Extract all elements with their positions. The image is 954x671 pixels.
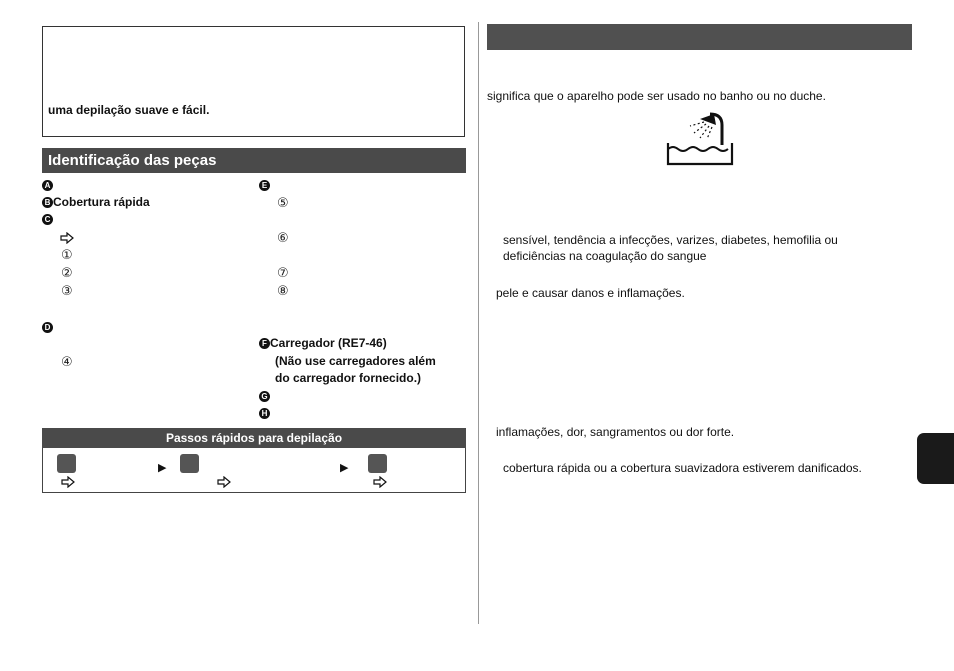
part-g-row — [259, 389, 270, 403]
label-5: ⑤ — [277, 195, 289, 210]
step-1-square — [57, 454, 76, 473]
part-f-label: Carregador (RE7-46) — [270, 336, 387, 350]
column-divider — [478, 22, 479, 624]
shower-usage-text: significa que o aparelho pode ser usado no banho ou no duche. — [487, 89, 826, 103]
badge-g: G — [259, 391, 270, 402]
label-2: ② — [61, 265, 73, 280]
part-b-label: Cobertura rápida — [53, 195, 150, 209]
part-c-row — [42, 212, 53, 226]
damage-warning-text: pele e causar danos e inflamações. — [496, 286, 685, 300]
part-f-note-1: (Não use carregadores além — [275, 354, 436, 368]
intro-box — [42, 26, 465, 137]
badge-f: F — [259, 338, 270, 349]
badge-h: H — [259, 408, 270, 419]
part-d-row — [42, 320, 53, 334]
part-f-note-2: do carregador fornecido.) — [275, 371, 422, 385]
section-title-bar: Identificação das peças — [42, 148, 466, 173]
badge-b: B — [42, 197, 53, 208]
step-3-square — [368, 454, 387, 473]
skin-warning-line-1: sensível, tendência a infecções, varizes, diabetes, hemofilia ou — [503, 233, 838, 247]
part-a-row — [42, 178, 53, 192]
step-separator-1: ▶ — [158, 462, 167, 474]
hollow-right-arrow-icon — [217, 475, 231, 493]
badge-c: C — [42, 214, 53, 225]
label-8: ⑧ — [277, 283, 289, 298]
label-4: ④ — [61, 354, 73, 369]
intro-text: uma depilação suave e fácil. — [48, 103, 210, 117]
side-tab — [917, 433, 954, 484]
badge-d: D — [42, 322, 53, 333]
hollow-right-arrow-icon — [61, 475, 75, 493]
label-1: ① — [61, 247, 73, 262]
badge-e: E — [259, 180, 270, 191]
label-7: ⑦ — [277, 265, 289, 280]
label-3: ③ — [61, 283, 73, 298]
part-f-row — [259, 336, 387, 350]
pain-warning-text: inflamações, dor, sangramentos ou dor forte. — [496, 425, 735, 439]
step-separator-2: ▶ — [340, 462, 349, 474]
right-header-bar — [487, 24, 912, 50]
skin-warning-line-2: deficiências na coagulação do sangue — [503, 249, 707, 263]
step-2-square — [180, 454, 199, 473]
quick-steps-title: Passos rápidos para depilação — [42, 428, 466, 448]
cover-damage-text: cobertura rápida ou a cobertura suavizadora estiverem danificados. — [503, 461, 862, 475]
part-h-row — [259, 406, 270, 420]
part-e-row — [259, 178, 270, 192]
label-6: ⑥ — [277, 230, 289, 245]
shower-bath-icon — [666, 111, 734, 172]
hollow-right-arrow-icon — [373, 475, 387, 493]
badge-a: A — [42, 180, 53, 191]
part-b-row — [42, 195, 150, 209]
